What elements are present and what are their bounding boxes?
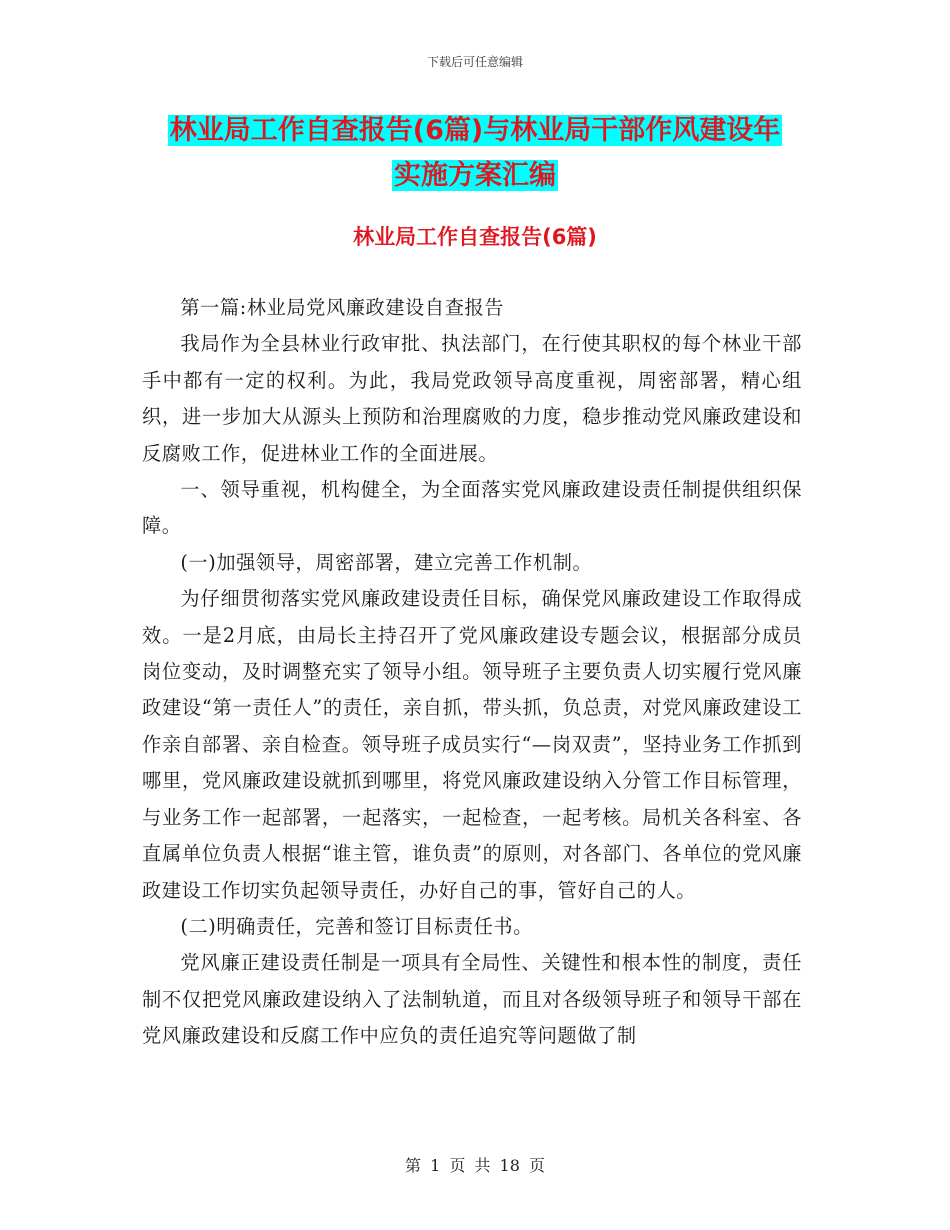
paragraph: 第一篇:林业局党风廉政建设自查报告 [180, 296, 505, 319]
page-footer: 第 1 页 共 18 页 [405, 1156, 545, 1175]
section-subtitle: 林业局工作自查报告(6篇) [353, 225, 597, 249]
document-body [142, 290, 802, 1055]
paragraph: 一、领导重视，机构健全，为全面落实党风廉政建设责任制提供组织保障。 [142, 478, 802, 538]
paragraph: (二)明确责任，完善和签订目标责任书。 [180, 914, 533, 938]
header-note: 下载后可任意编辑 [426, 55, 523, 69]
title-line-2-text: 实施方案汇编 [394, 160, 556, 191]
paragraph: 党风廉正建设责任制是一项具有全局性、关键性和根本性的制度，责任制不仅把党风廉政建设纳入了法制轨道，而且对各级领导班子和领导干部在党风廉政建设和反腐工作中应负的责任追究等问题做了制 [142, 951, 802, 1048]
paragraph: 我局作为全县林业行政审批、执法部门，在行使其职权的每个林业干部手中都有一定的权利。为此，我局党政领导高度重视，周密部署，精心组织，进一步加大从源头上预防和治理腐败的力度，稳步推动党风廉政建设和反腐败工作，促进林业工作的全面进展。 [142, 332, 802, 465]
document-title-line-1 [0, 111, 950, 151]
paragraph: 为仔细贯彻落实党风廉政建设责任目标，确保党风廉政建设工作取得成效。一是2月底，由局长主持召开了党风廉政建设专题会议，根据部分成员岗位变动，及时调整充实了领导小组。领导班子主要负责人切实履行党风廉政建设“第一责任人”的责任，亲自抓，带头抓，负总责，对党风廉政建设工作亲自部署、亲自检查。领导班子成员实行“—岗双责”，坚持业务工作抓到哪里，党风廉政建设就抓到哪里，将党风廉政建设纳入分管工作目标管理，与业务工作一起部署，一起落实，一起检查，一起考核。局机关各科室、各直属单位负责人根据“谁主管，谁负责”的原则，对各部门、各单位的党风廉政建设工作切实负起领导责任，办好自己的事，管好自己的人。 [142, 587, 802, 902]
title-line-1-text: 林业局工作自查报告(6篇)与林业局干部作风建设年 [169, 115, 781, 146]
document-title-line-2 [0, 156, 950, 196]
paragraph: (一)加强领导，周密部署，建立完善工作机制。 [180, 550, 593, 574]
